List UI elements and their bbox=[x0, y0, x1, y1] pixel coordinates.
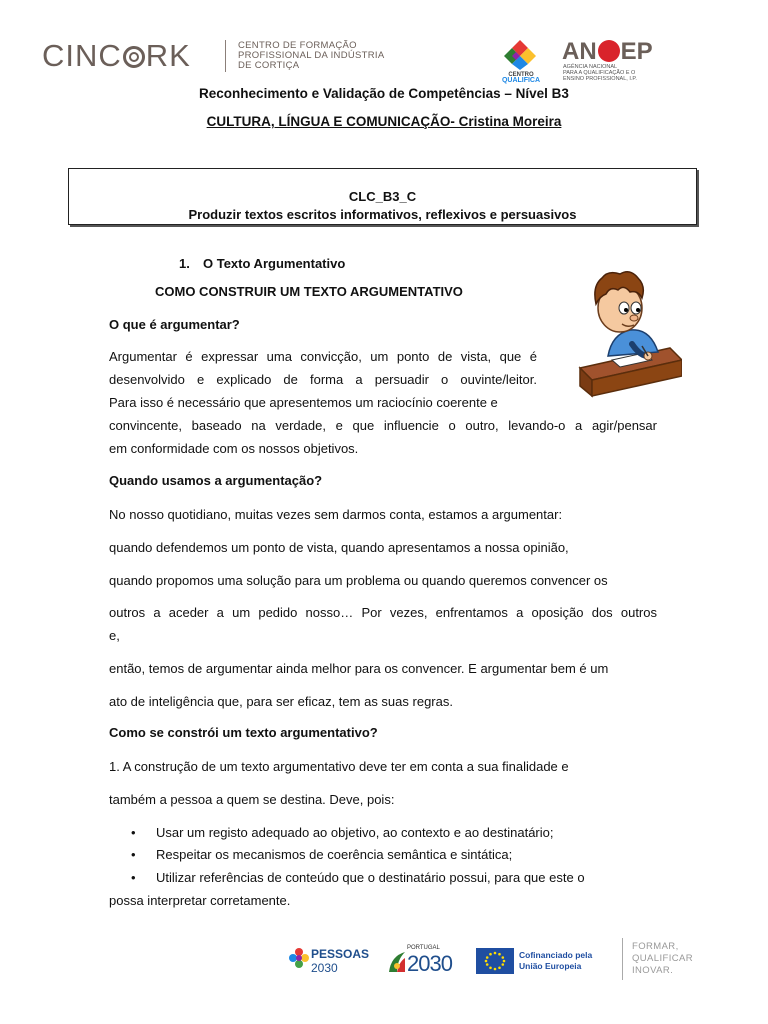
centro-line: PROFISSIONAL DA INDÚSTRIA bbox=[238, 50, 385, 61]
anqep-sub-line: PARA A QUALIFICAÇÃO E O bbox=[563, 70, 636, 76]
portugal-flag-icon bbox=[387, 950, 407, 974]
footer-divider bbox=[622, 938, 623, 980]
unit-code: CLC_B3_C bbox=[348, 189, 417, 204]
document-title: Reconhecimento e Validação de Competências – Nível B3 bbox=[199, 86, 569, 101]
anqep-logo-pre: AN bbox=[562, 38, 597, 65]
anqep-sub-line: AGÊNCIA NACIONAL bbox=[563, 64, 618, 70]
bullet-icon: • bbox=[131, 870, 136, 885]
slogan-line: QUALIFICAR bbox=[632, 953, 694, 964]
list-item-continuation: possa interpretar corretamente. bbox=[109, 893, 291, 908]
paragraph-line: também a pessoa a quem se destina. Deve, pois: bbox=[109, 792, 395, 807]
course-title: CULTURA, LÍNGUA E COMUNICAÇÃO- Cristina Moreira bbox=[206, 114, 562, 129]
qualifica-label-line: QUALIFICA bbox=[501, 77, 541, 84]
formar-slogan bbox=[632, 941, 693, 977]
eu-stars-icon bbox=[476, 948, 514, 974]
bullet-icon: • bbox=[131, 847, 136, 862]
paragraph-line: então, temos de argumentar ainda melhor para os convencer. E argumentar bem é um bbox=[109, 661, 609, 676]
pessoas-logo-text: PESSOAS bbox=[311, 947, 370, 961]
anqep-logo bbox=[562, 38, 653, 66]
qualifica-logo-icon bbox=[502, 40, 538, 70]
paragraph-line: quando propomos uma solução para um problema ou quando queremos convencer os bbox=[109, 573, 608, 588]
logo-divider bbox=[225, 40, 226, 72]
question-when-argue: Quando usamos a argumentação? bbox=[109, 473, 323, 488]
paragraph-line: em conformidade com os nossos objetivos. bbox=[109, 441, 359, 456]
question-what-is-arguing: O que é argumentar? bbox=[109, 317, 240, 332]
pessoas-flower-icon bbox=[288, 946, 310, 976]
list-item-text: Respeitar os mecanismos de coerência semântica e sintática; bbox=[156, 847, 513, 862]
paragraph-line: convincente, baseado na verdade, e que influencie o outro, levando-o a agir/pensar bbox=[109, 418, 657, 433]
paragraph-line: desenvolvido e explicado de forma a persuadir o ouvinte/leitor. bbox=[109, 372, 537, 387]
section-number: 1. bbox=[179, 256, 190, 271]
slogan-line: INOVAR. bbox=[632, 965, 674, 976]
eu-text-line: Cofinanciado pela bbox=[519, 950, 593, 960]
eu-cofinancing-text bbox=[519, 950, 592, 972]
paragraph-line: Argumentar é expressar uma convicção, um ponto de vista, que é bbox=[109, 349, 537, 364]
anqep-logo-post: EP bbox=[620, 38, 653, 65]
portugal-2030-number: 2030 bbox=[407, 951, 452, 976]
pessoas-logo-number: 2030 bbox=[311, 961, 338, 975]
anqep-q-icon bbox=[598, 40, 620, 62]
centro-formacao-text bbox=[238, 41, 385, 71]
portugal-label: PORTUGAL bbox=[407, 945, 440, 951]
paragraph-line: ato de inteligência que, para ser eficaz, tem as suas regras. bbox=[109, 694, 453, 709]
paragraph-line: quando defendemos um ponto de vista, quando apresentamos a nossa opinião, bbox=[109, 540, 569, 555]
unit-box bbox=[68, 168, 697, 225]
question-how-build: Como se constrói um texto argumentativo? bbox=[109, 725, 378, 740]
boy-writing-illustration bbox=[578, 268, 682, 398]
list-item-text: Usar um registo adequado ao objetivo, ao contexto e ao destinatário; bbox=[156, 825, 554, 840]
cincork-logo bbox=[42, 38, 191, 74]
eu-flag-icon bbox=[476, 948, 514, 974]
cincork-logo-post: RK bbox=[145, 38, 191, 73]
section-heading-text: O Texto Argumentativo bbox=[203, 256, 346, 271]
unit-subtitle: Produzir textos escritos informativos, reflexivos e persuasivos bbox=[188, 207, 577, 222]
slogan-line: FORMAR, bbox=[632, 941, 679, 952]
anqep-sub-line: ENSINO PROFISSIONAL, I.P. bbox=[563, 76, 637, 82]
bullet-icon: • bbox=[131, 825, 136, 840]
paragraph-line: Para isso é necessário que apresentemos um raciocínio coerente e bbox=[109, 395, 498, 410]
centro-line: CENTRO DE FORMAÇÃO bbox=[238, 40, 357, 51]
eu-text-line: União Europeia bbox=[519, 961, 582, 971]
qualifica-label bbox=[498, 72, 544, 84]
cork-ring-icon bbox=[123, 46, 145, 68]
paragraph-line: outros a aceder a um pedido nosso… Por vezes, enfrentamos a oposição dos outros bbox=[109, 605, 657, 620]
paragraph-line: e, bbox=[109, 628, 120, 643]
anqep-subtitle bbox=[563, 64, 663, 82]
section-heading bbox=[179, 256, 345, 271]
caps-heading: COMO CONSTRUIR UM TEXTO ARGUMENTATIVO bbox=[155, 284, 463, 299]
paragraph-line: 1. A construção de um texto argumentativo deve ter em conta a sua finalidade e bbox=[109, 759, 569, 774]
centro-line: DE CORTIÇA bbox=[238, 60, 300, 71]
qualifica-label-line: CENTRO bbox=[508, 72, 534, 78]
list-item-text: Utilizar referências de conteúdo que o destinatário possui, para que este o bbox=[156, 870, 585, 885]
paragraph-line: No nosso quotidiano, muitas vezes sem darmos conta, estamos a argumentar: bbox=[109, 507, 563, 522]
cincork-logo-pre: CINC bbox=[42, 38, 122, 73]
